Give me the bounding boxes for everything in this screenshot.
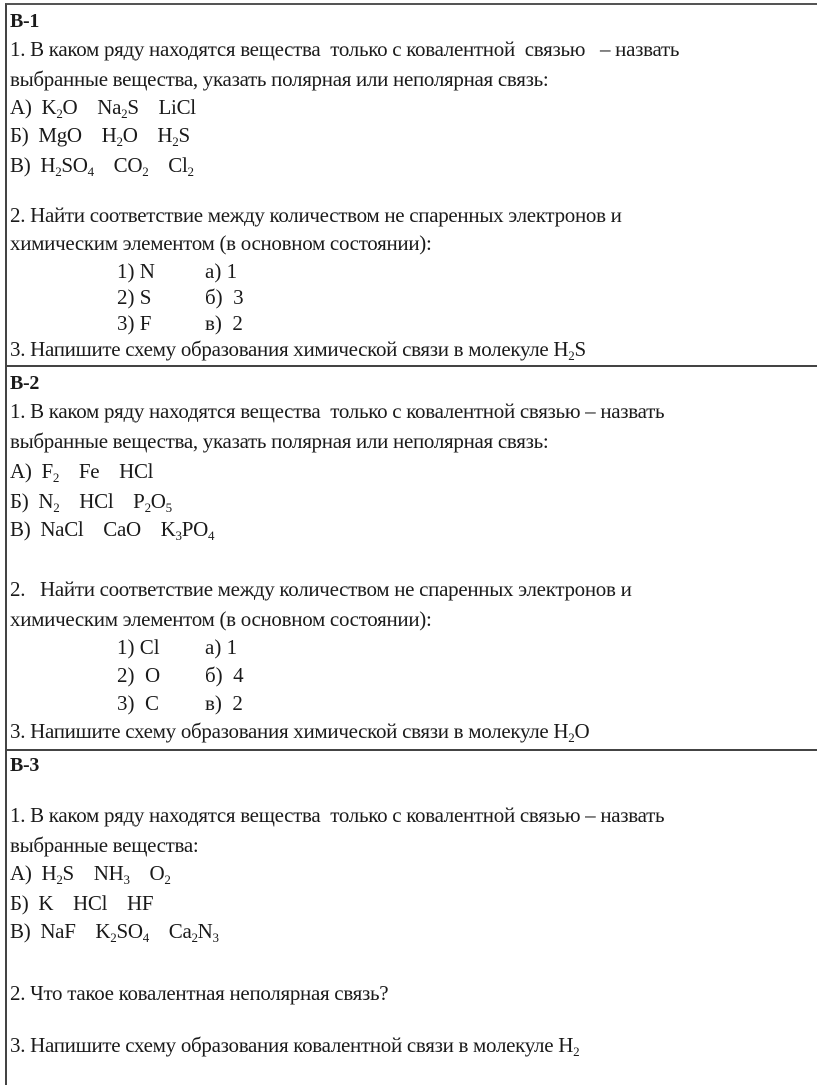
match-left-2: 2) O bbox=[117, 663, 161, 687]
question-2: 2. Что такое ковалентная неполярная связь? bbox=[10, 981, 389, 1005]
option-label: А) bbox=[10, 95, 42, 119]
question-1-line-2: выбранные вещества, указать полярная или неполярная связь: bbox=[10, 429, 549, 453]
option-substance: $H_2O$ bbox=[101, 123, 138, 149]
option-substance: $NH_3$ bbox=[93, 861, 130, 887]
option-substance: NaCl bbox=[40, 517, 84, 541]
variant-3-cell bbox=[7, 751, 817, 1091]
question-3-text: 3. Напишите схему образования химической связи в молекуле bbox=[10, 337, 554, 361]
option-label: В) bbox=[10, 153, 41, 177]
option-substance: HCl bbox=[73, 891, 108, 915]
option-substance: CaO bbox=[103, 517, 141, 541]
match-right-3: в) 2 bbox=[205, 311, 243, 335]
match-right-2: б) 3 bbox=[205, 285, 244, 309]
option-a bbox=[10, 861, 171, 885]
match-left-2: 2) S bbox=[117, 285, 152, 309]
match-right-3: в) 2 bbox=[205, 691, 243, 715]
match-left-3: 3) F bbox=[117, 311, 152, 335]
match-left-1: 1) Cl bbox=[117, 635, 160, 659]
question-1-line-1: 1. В каком ряду находятся вещества только с ковалентной связью – назвать bbox=[10, 37, 680, 61]
option-label: А) bbox=[10, 861, 42, 885]
option-b bbox=[10, 123, 190, 147]
option-label: А) bbox=[10, 459, 42, 483]
question-2-line-1: 2. Найти соответствие между количеством не спаренных электронов и bbox=[10, 203, 622, 227]
question-3 bbox=[10, 337, 586, 361]
worksheet bbox=[5, 3, 817, 1085]
question-2-line-2: химическим элементом (в основном состоянии): bbox=[10, 607, 432, 631]
variant-2-cell bbox=[7, 367, 817, 751]
option-label: В) bbox=[10, 919, 41, 943]
molecule-formula: $H_2S$ bbox=[553, 337, 586, 363]
option-v bbox=[10, 919, 219, 943]
question-3 bbox=[10, 1033, 579, 1057]
option-label: Б) bbox=[10, 489, 39, 513]
option-label: В) bbox=[10, 517, 41, 541]
variant-title: В-2 bbox=[10, 372, 40, 394]
option-substance: MgO bbox=[38, 123, 82, 147]
molecule-formula: $H_2$ bbox=[558, 1033, 580, 1059]
match-left-3: 3) C bbox=[117, 691, 159, 715]
option-b bbox=[10, 489, 172, 513]
option-substance: $CO_2$ bbox=[113, 153, 149, 179]
match-left-1: 1) N bbox=[117, 259, 155, 283]
option-substance: HCl bbox=[119, 459, 154, 483]
option-substance: HCl bbox=[79, 489, 114, 513]
option-label: Б) bbox=[10, 891, 39, 915]
question-2-line-1: 2. Найти соответствие между количеством не спаренных электронов и bbox=[10, 577, 632, 601]
question-3-text: 3. Напишите схему образования ковалентной связи в молекуле bbox=[10, 1033, 559, 1057]
option-v bbox=[10, 517, 214, 541]
option-substance: $H_2SO_4$ bbox=[40, 153, 94, 179]
option-substance: $H_2S$ bbox=[41, 861, 74, 887]
question-1-line-2: выбранные вещества: bbox=[10, 833, 199, 857]
option-substance: $Na_2S$ bbox=[97, 95, 139, 121]
option-substance: HF bbox=[126, 891, 154, 915]
option-substance: NaF bbox=[40, 919, 76, 943]
option-substance: $F_2$ bbox=[41, 459, 60, 485]
option-substance: $Cl_2$ bbox=[168, 153, 194, 179]
option-substance: LiCl bbox=[158, 95, 196, 119]
question-1-line-2: выбранные вещества, указать полярная или неполярная связь: bbox=[10, 67, 549, 91]
question-2-line-2: химическим элементом (в основном состоянии): bbox=[10, 231, 432, 255]
option-label: Б) bbox=[10, 123, 39, 147]
question-3-text: 3. Напишите схему образования химической связи в молекуле bbox=[10, 719, 554, 743]
match-right-2: б) 4 bbox=[205, 663, 244, 687]
option-a bbox=[10, 459, 153, 483]
option-b bbox=[10, 891, 153, 915]
question-3 bbox=[10, 719, 589, 743]
variant-1-cell bbox=[7, 5, 817, 367]
option-substance: $N_2$ bbox=[38, 489, 60, 515]
option-substance: $O_2$ bbox=[149, 861, 171, 887]
option-substance: $H_2S$ bbox=[157, 123, 190, 149]
option-substance: $P_2O_5$ bbox=[133, 489, 172, 515]
question-1-line-1: 1. В каком ряду находятся вещества только с ковалентной связью – назвать bbox=[10, 803, 665, 827]
option-substance: $K_2O$ bbox=[41, 95, 78, 121]
option-v bbox=[10, 153, 194, 177]
option-substance: Fe bbox=[78, 459, 100, 483]
option-substance: $K_3PO_4$ bbox=[160, 517, 215, 543]
option-substance: $K_2SO_4$ bbox=[95, 919, 149, 945]
variant-title: В-1 bbox=[10, 10, 40, 32]
variant-title: В-3 bbox=[10, 754, 40, 776]
molecule-formula: $H_2O$ bbox=[553, 719, 590, 745]
option-a bbox=[10, 95, 196, 119]
match-right-1: а) 1 bbox=[205, 635, 238, 659]
question-1-line-1: 1. В каком ряду находятся вещества только с ковалентной связью – назвать bbox=[10, 399, 665, 423]
option-substance: K bbox=[38, 891, 54, 915]
match-right-1: а) 1 bbox=[205, 259, 238, 283]
option-substance: $Ca_2N_3$ bbox=[168, 919, 219, 945]
